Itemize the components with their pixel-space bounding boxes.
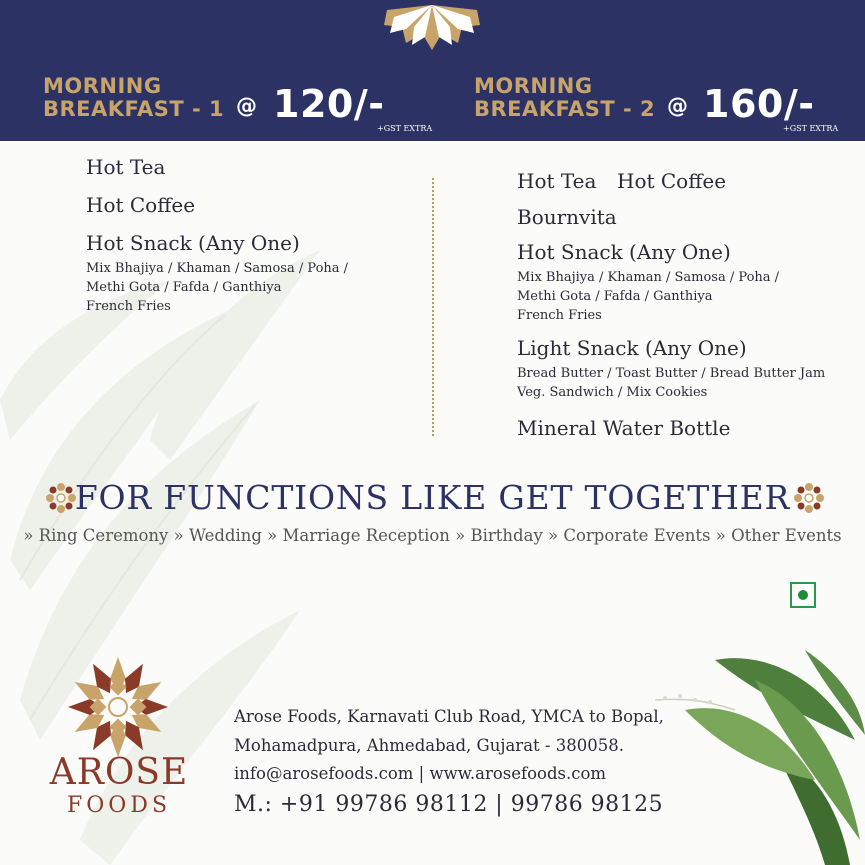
menu1-snack-line2: Methi Gota / Fafda / Ganthiya <box>86 280 282 295</box>
events-list: » Ring Ceremony » Wedding » Marriage Reception » Birthday » Corporate Events » Other Events <box>23 526 842 545</box>
address-line2: Mohamadpura, Ahmedabad, Gujarat - 380058. <box>234 736 624 755</box>
functions-title: FOR FUNCTIONS LIKE GET TOGETHER <box>74 478 791 517</box>
menu2-hot-coffee: Hot Coffee <box>617 169 727 193</box>
arose-mandala-logo-icon <box>66 655 170 759</box>
package2-price: 160/- <box>703 82 815 126</box>
menu2-mineral-water: Mineral Water Bottle <box>517 416 731 440</box>
menu1-hot-tea: Hot Tea <box>86 155 166 179</box>
menu1-hot-coffee: Hot Coffee <box>86 193 196 217</box>
menu1-hot-snack: Hot Snack (Any One) <box>86 231 300 255</box>
package2-gst: +GST EXTRA <box>783 124 839 133</box>
menu2-light-line2: Veg. Sandwich / Mix Cookies <box>517 385 708 400</box>
menu2-light-snack: Light Snack (Any One) <box>517 336 747 360</box>
menu2-light-line1: Bread Butter / Toast Butter / Bread Butter Jam <box>517 366 826 381</box>
package1-title-line2: BREAKFAST - 1 <box>43 97 225 121</box>
web-email-line: info@arosefoods.com | www.arosefoods.com <box>234 764 607 783</box>
menu2-bournvita: Bournvita <box>517 205 617 229</box>
brand-name: AROSE <box>49 752 189 793</box>
menu2-hot-tea: Hot Tea <box>517 169 597 193</box>
menu1-snack-line3: French Fries <box>86 299 171 314</box>
mandala-ornament-icon <box>372 0 492 65</box>
menu2-hot-snack: Hot Snack (Any One) <box>517 240 731 264</box>
package1-title-line1: MORNING <box>43 74 162 98</box>
package2-at: @ <box>667 94 688 118</box>
package1-price: 120/- <box>273 82 385 126</box>
address-line1: Arose Foods, Karnavati Club Road, YMCA to Bopal, <box>234 707 664 726</box>
menu1-snack-line1: Mix Bhajiya / Khaman / Samosa / Poha / <box>86 261 349 276</box>
package2-title-line2: BREAKFAST - 2 <box>474 97 656 121</box>
leaf-plant-icon <box>655 640 865 865</box>
menu2-snack-line2: Methi Gota / Fafda / Ganthiya <box>517 289 713 304</box>
package1-at: @ <box>236 94 257 118</box>
column-divider <box>432 178 434 436</box>
veg-symbol-icon <box>790 582 816 608</box>
menu2-snack-line1: Mix Bhajiya / Khaman / Samosa / Poha / <box>517 270 780 285</box>
package2-title-line1: MORNING <box>474 74 593 98</box>
flower-ornament-icon <box>792 481 826 515</box>
phone-line: M.: +91 99786 98112 | 99786 98125 <box>234 792 664 817</box>
package1-gst: +GST EXTRA <box>377 124 433 133</box>
brand-sub: FOODS <box>66 793 172 818</box>
menu2-snack-line3: French Fries <box>517 308 602 323</box>
